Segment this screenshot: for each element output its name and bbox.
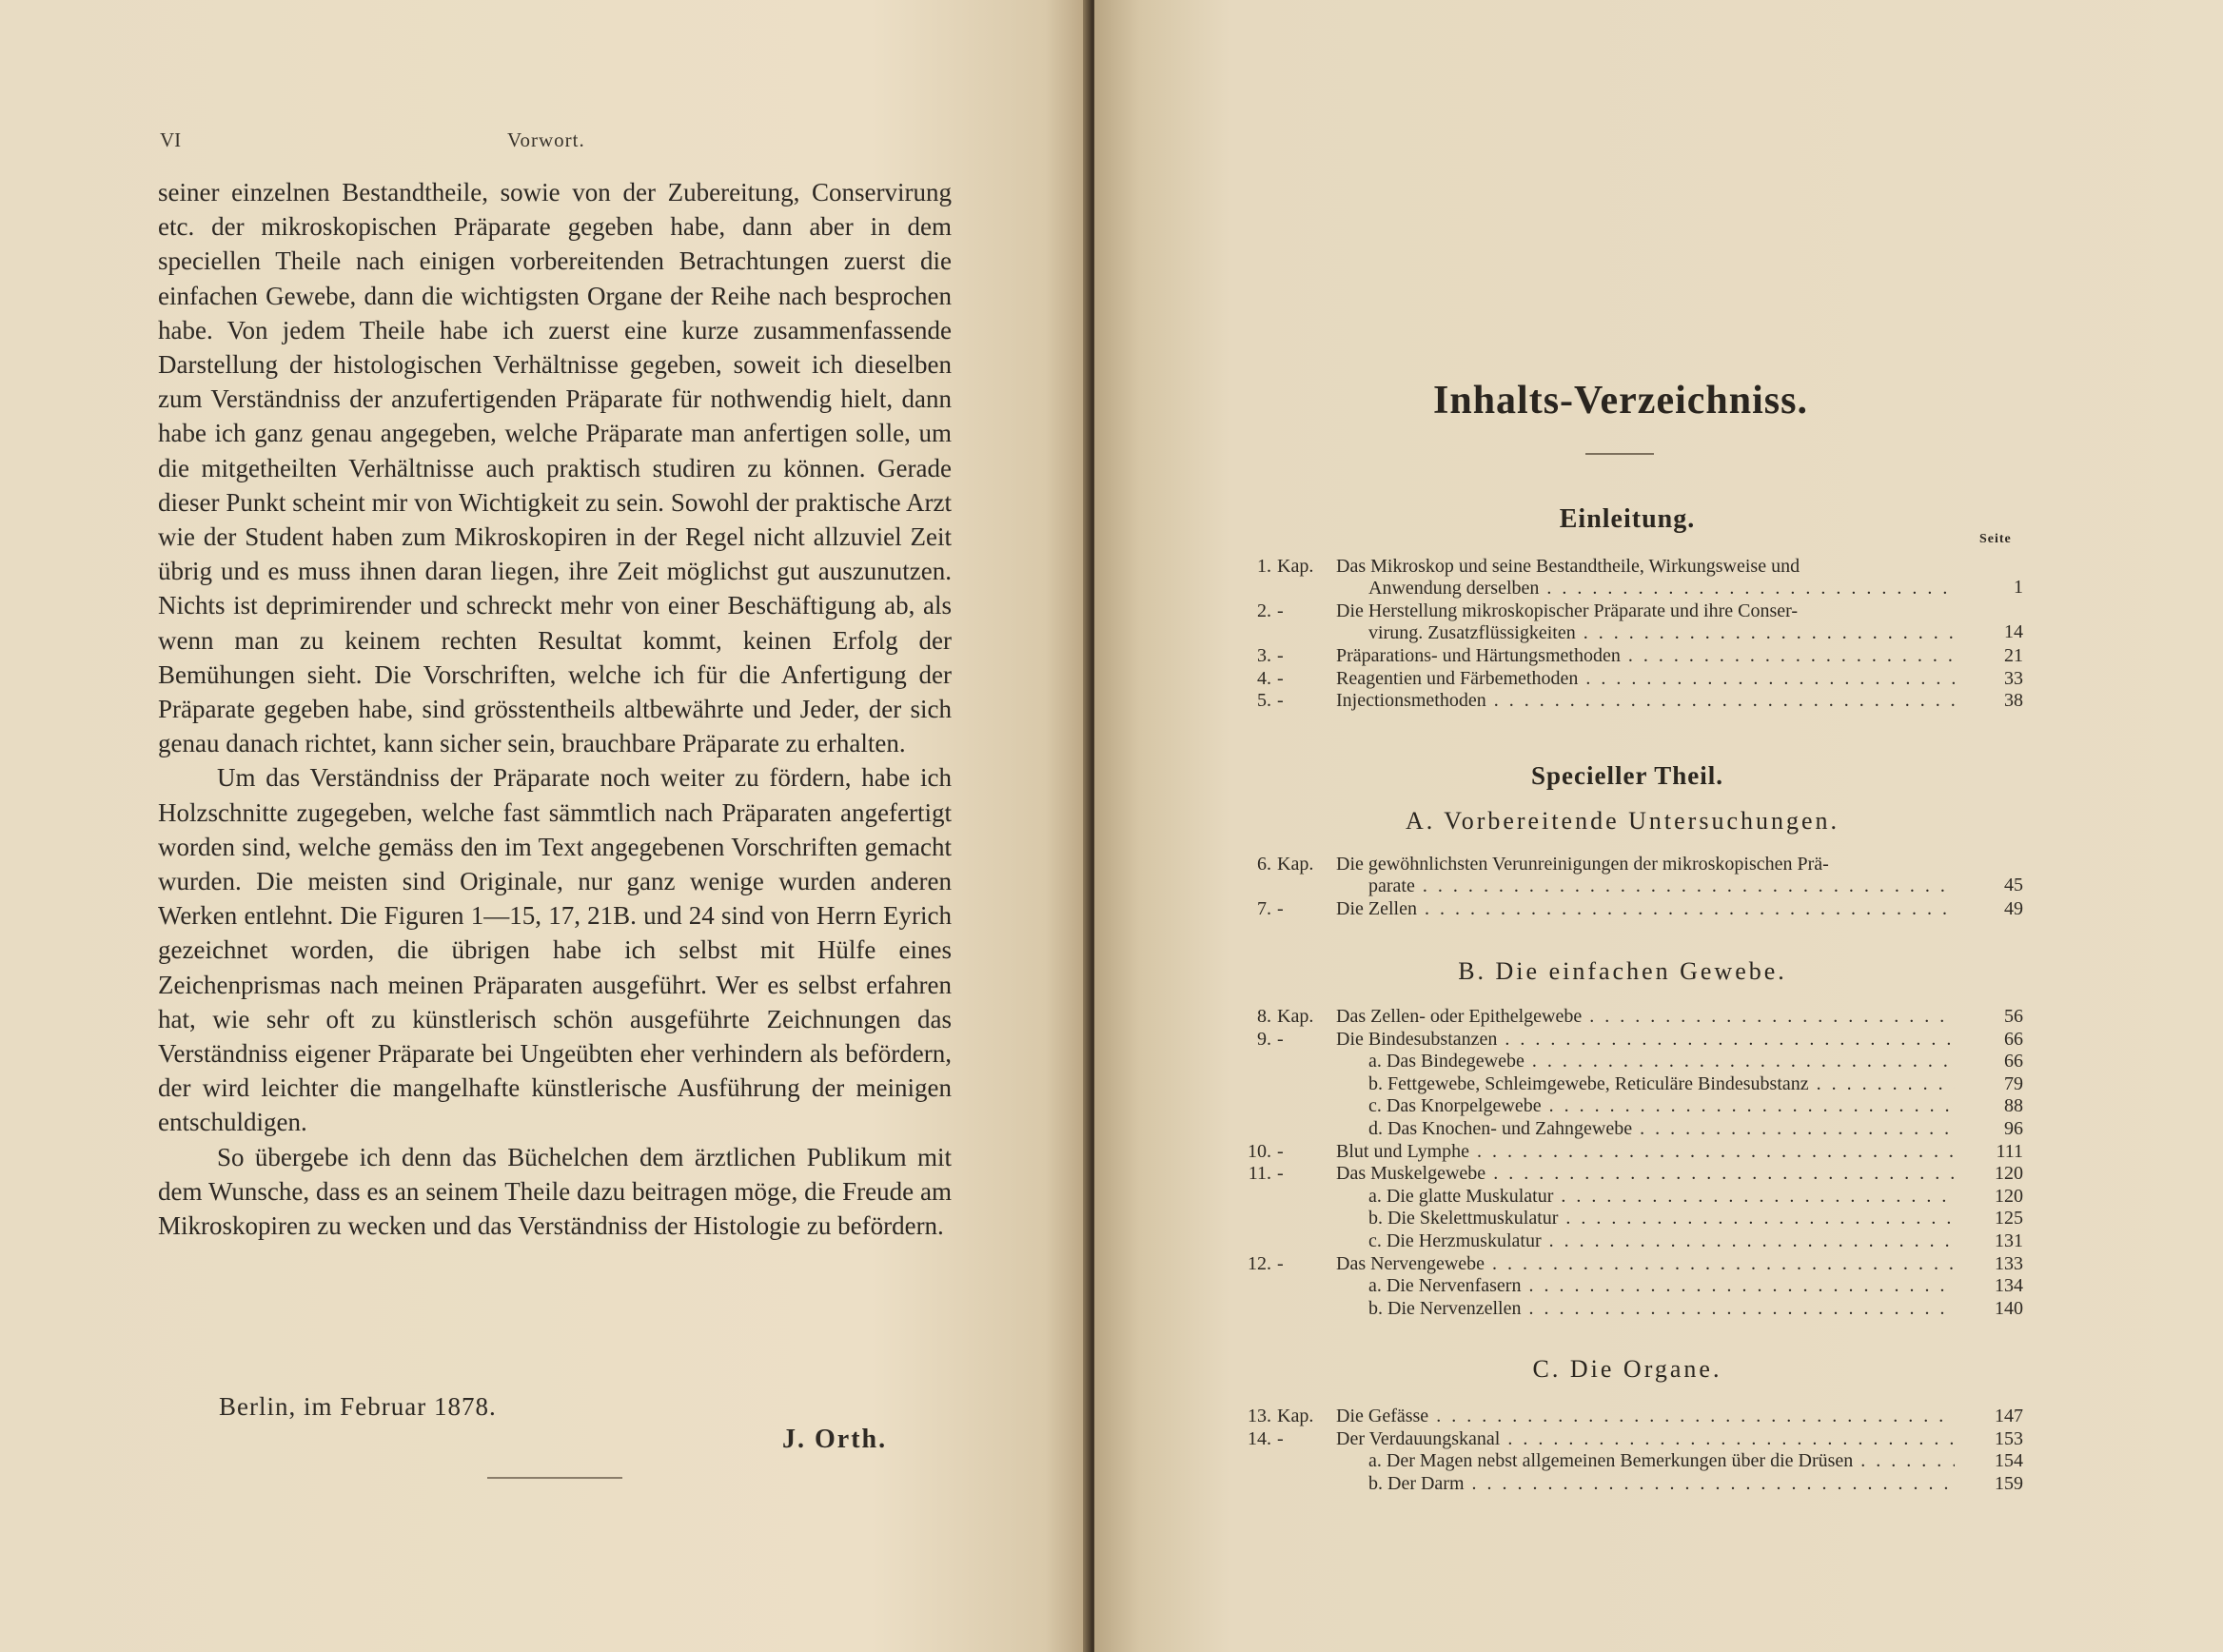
toc-entry-title-continuation: virung. Zusatzflüssigkeiten . . . <box>1336 622 1955 644</box>
toc-entry-page: 45 <box>2004 875 2023 895</box>
toc-entry-page: 21 <box>2004 645 2023 666</box>
toc-entry <box>1233 1029 2042 1052</box>
page-number: VI <box>160 128 182 151</box>
toc-entry-title <box>1336 645 1955 667</box>
toc-entry-title <box>1336 898 1955 920</box>
toc-entry-title <box>1368 1298 1955 1320</box>
seite-label: Seite <box>1979 532 2012 546</box>
toc-entry-kap: - <box>1277 1140 1284 1162</box>
toc-entry-title-text: b. Die Nervenzellen <box>1368 1297 1522 1319</box>
toc-entry-title-text: Injectionsmethoden <box>1336 690 1486 712</box>
toc-entry-title-text: c. Die Herzmuskulatur <box>1368 1229 1542 1251</box>
toc-entry-number: 14. <box>1248 1427 1271 1449</box>
date-line: Berlin, im Februar 1878. <box>219 1392 497 1421</box>
toc-entry-title <box>1336 600 1955 644</box>
toc-entry <box>1233 1006 2042 1029</box>
toc-entry-page: 38 <box>2004 690 2023 712</box>
toc-entry-title-text: Die Herstellung mikroskopischer Präparate und ihre Conser- <box>1336 600 1799 621</box>
toc-entry-page: 140 <box>1995 1297 2023 1319</box>
toc-entry-page: 159 <box>1995 1472 2023 1494</box>
toc-entry-title <box>1368 1473 1955 1495</box>
toc-entry-title-text: Das Muskelgewebe <box>1336 1163 1486 1185</box>
toc-entry-title-text: d. Das Knochen- und Zahngewebe <box>1368 1117 1633 1139</box>
toc-entry <box>1233 1450 2042 1473</box>
toc-entry-title-continuation: parate . . . <box>1336 875 1955 897</box>
toc-entry-title <box>1368 1118 1955 1140</box>
toc-section-b-list <box>1233 1006 2042 1320</box>
toc-einleitung-list <box>1233 556 2042 713</box>
toc-entry-page: 66 <box>2004 1028 2023 1050</box>
toc-title: Inhalts-Verzeichniss. <box>1433 379 1808 423</box>
toc-entry <box>1233 1298 2042 1321</box>
toc-entry-number: 13. <box>1248 1406 1271 1426</box>
toc-entry-title <box>1336 1163 1955 1185</box>
toc-entry <box>1233 854 2042 898</box>
toc-entry-page: 147 <box>1995 1406 2023 1426</box>
toc-entry-title-text: Die Zellen <box>1336 898 1417 919</box>
toc-entry-title-text: Die Bindesubstanzen <box>1336 1028 1498 1050</box>
toc-entry-page: 120 <box>1995 1163 2023 1185</box>
toc-entry-title-text: Das Zellen- oder Epithelgewebe <box>1336 1006 1583 1027</box>
preface-paragraph: seiner einzelnen Bestandtheile, sowie von der Zubereitung, Conservirung etc. der mikroskopischen Präparate gegeben habe, dann aber in dem speciellen Theile nach einigen vorbereitenden Betrachtungen zuerst die einfachen Gewebe, dann die wichtigsten Organe der Reihe nach besprochen habe. Von jedem Theile habe ich zuerst eine kurze zusammenfassende Darstellung der histologischen Verhältnisse gegeben, soweit ich dieselben zum Verständniss der anzufertigenden Präparate für nothwendig hielt, dann habe ich ganz genau angegeben, welche Präparate man anfertigen solle, um die mitgetheilten Verhältnisse auch praktisch studiren zu können. Gerade dieser Punkt scheint mir von Wichtigkeit zu sein. Sowohl der praktische Arzt wie der Student haben zum Mikroskopiren in der Regel nicht allzuviel Zeit übrig und es muss ihnen daran liegen, ihre Zeit möglichst gut auszunutzen. Nichts ist deprimirender und schreckt mehr von einer Beschäftigung ab, als wenn man zu keinem rechten Resultat kommt, keinen Erfolg der Bemühungen sieht. Die Vorschriften, welche ich für die Anfertigung der Präparate gegeben habe, sind grösstentheils altbewährte und Jeder, der sich genau danach richtet, kann sicher sein, brauchbare Präparate zu erhalten. <box>158 178 952 758</box>
toc-entry-title-text: Die Gefässe <box>1336 1406 1429 1426</box>
toc-entry-number: 10. <box>1248 1140 1271 1162</box>
toc-entry-title-text: b. Fettgewebe, Schleimgewebe, Reticuläre Bindesubstanz <box>1368 1072 1809 1094</box>
toc-entry-page: 154 <box>1995 1450 2023 1472</box>
toc-entry-title-continuation: Anwendung derselben . . . <box>1336 578 1955 600</box>
title-rule <box>1585 453 1654 455</box>
toc-entry <box>1233 1253 2042 1276</box>
toc-section-a-list <box>1233 854 2042 921</box>
toc-entry-kap: - <box>1277 1252 1284 1274</box>
toc-entry-number: 1. <box>1257 556 1271 577</box>
toc-entry-page: 14 <box>2004 621 2023 642</box>
toc-entry-number: 6. <box>1257 854 1271 875</box>
toc-entry <box>1233 1186 2042 1209</box>
toc-entry-number: 12. <box>1248 1252 1271 1274</box>
toc-entry-title <box>1336 556 1955 600</box>
toc-entry <box>1233 1428 2042 1451</box>
toc-entry-number: 7. <box>1257 898 1271 919</box>
toc-entry-title <box>1368 1275 1955 1297</box>
toc-entry-title <box>1336 668 1955 690</box>
toc-entry-number: 2. <box>1257 600 1271 621</box>
toc-entry-kap: - <box>1277 645 1284 666</box>
einleitung-heading: Einleitung. <box>1559 504 1696 534</box>
toc-entry-title-text: Präparations- und Härtungsmethoden <box>1336 645 1621 666</box>
toc-entry <box>1233 1073 2042 1096</box>
toc-entry-title <box>1336 854 1955 897</box>
toc-entry-number: 11. <box>1248 1163 1271 1185</box>
toc-entry <box>1233 1141 2042 1164</box>
toc-entry-page: 153 <box>1995 1427 2023 1449</box>
author-signature: J. Orth. <box>782 1425 888 1454</box>
toc-entry-page: 96 <box>2004 1117 2023 1139</box>
toc-entry-title-text: Das Mikroskop und seine Bestandtheile, Wirkungsweise und <box>1336 556 1800 577</box>
toc-entry-title-text: c. Das Knorpelgewebe <box>1368 1095 1542 1117</box>
toc-entry-title <box>1336 1006 1955 1028</box>
preface-paragraph: Um das Verständniss der Präparate noch weiter zu fördern, habe ich Holzschnitte zugegeben, welche fast sämmtlich nach Präparaten angefertigt worden sind, welche gemäss den im Text angegebenen Vorschriften gemacht wurden. Die meisten sind Originale, nur ganz wenige wurden anderen Werken entlehnt. Die Figuren 1—15, 17, 21B. und 24 sind von Herrn Eyrich gezeichnet worden, die übrigen habe ich selbst mit Hülfe eines Zeichenprismas nach meinen Präparaten ausgeführt. Wer es selbst erfahren hat, wie sehr oft zu künstlerisch schön ausgeführte Zeichnungen das Verständniss eigener Präparate bei Ungeübten eher verhindern als befördern, der wird leichter die mangelhafte künstlerische Ausführung der meinigen entschuldigen. <box>158 763 952 1137</box>
toc-entry-page: 125 <box>1995 1208 2023 1229</box>
toc-entry-number: 8. <box>1257 1006 1271 1027</box>
toc-entry-title-text: a. Das Bindegewebe <box>1368 1051 1525 1072</box>
toc-entry-kap: - <box>1277 1028 1284 1050</box>
toc-entry-kap: - <box>1277 600 1284 621</box>
toc-entry-title-text: a. Der Magen nebst allgemeinen Bemerkungen über die Drüsen <box>1368 1450 1854 1472</box>
section-c-heading: C. Die Organe. <box>1532 1355 1722 1383</box>
toc-entry <box>1233 898 2042 921</box>
toc-entry <box>1233 1051 2042 1073</box>
toc-entry-title <box>1368 1051 1955 1072</box>
toc-entry-title <box>1336 1253 1955 1275</box>
toc-entry <box>1233 600 2042 645</box>
toc-entry-title-text: Reagentien und Färbemethoden <box>1336 667 1579 689</box>
toc-entry-page: 111 <box>1996 1140 2023 1162</box>
toc-entry-title <box>1336 1428 1955 1450</box>
toc-entry <box>1233 1118 2042 1141</box>
toc-entry-page: 133 <box>1995 1252 2023 1274</box>
toc-entry <box>1233 690 2042 713</box>
preface-body <box>158 175 952 1243</box>
toc-entry-page: 33 <box>2004 667 2023 689</box>
toc-entry-page: 56 <box>2004 1006 2023 1027</box>
toc-entry-title <box>1368 1073 1955 1095</box>
toc-entry-title <box>1336 690 1955 712</box>
toc-entry-kap: Kap. <box>1277 854 1314 875</box>
toc-entry-title-text: Blut und Lymphe <box>1336 1140 1469 1162</box>
toc-entry-kap: - <box>1277 898 1284 919</box>
toc-entry-title <box>1336 1141 1955 1163</box>
toc-entry <box>1233 1163 2042 1186</box>
toc-entry-number: 3. <box>1257 645 1271 666</box>
toc-entry-title <box>1336 1029 1955 1051</box>
toc-entry-page: 66 <box>2004 1051 2023 1072</box>
toc-entry-number: 9. <box>1257 1028 1271 1050</box>
toc-entry-kap: - <box>1277 667 1284 689</box>
specieller-heading: Specieller Theil. <box>1531 761 1723 790</box>
toc-entry <box>1233 1230 2042 1253</box>
toc-entry-title-text: a. Die glatte Muskulatur <box>1368 1185 1554 1207</box>
toc-entry <box>1233 1275 2042 1298</box>
toc-entry-title <box>1368 1095 1955 1117</box>
toc-entry-page: 120 <box>1995 1185 2023 1207</box>
toc-entry-title <box>1336 1406 1955 1427</box>
toc-entry-kap: Kap. <box>1277 1406 1314 1426</box>
toc-entry-page: 134 <box>1995 1275 2023 1297</box>
toc-entry-kap: - <box>1277 690 1284 712</box>
toc-entry-page: 49 <box>2004 898 2023 919</box>
toc-entry-title-text: Das Nervengewebe <box>1336 1252 1485 1274</box>
toc-entry-title <box>1368 1230 1955 1252</box>
toc-entry-title-text: b. Der Darm <box>1368 1472 1465 1494</box>
end-rule <box>487 1477 622 1479</box>
toc-entry <box>1233 1406 2042 1428</box>
toc-entry-title <box>1368 1208 1955 1229</box>
toc-entry-page: 79 <box>2004 1072 2023 1094</box>
left-page <box>0 0 1089 1652</box>
toc-entry-page: 88 <box>2004 1095 2023 1117</box>
toc-entry-page: 131 <box>1995 1229 2023 1251</box>
toc-entry <box>1233 1473 2042 1496</box>
toc-entry-kap: - <box>1277 1427 1284 1449</box>
toc-entry-kap: - <box>1277 1163 1284 1185</box>
toc-entry-kap: Kap. <box>1277 556 1314 577</box>
toc-entry-number: 5. <box>1257 690 1271 712</box>
toc-entry-kap: Kap. <box>1277 1006 1314 1027</box>
toc-section-c-list <box>1233 1406 2042 1495</box>
section-a-heading: A. Vorbereitende Untersuchungen. <box>1405 807 1840 835</box>
toc-entry-page: 1 <box>2014 577 2023 598</box>
toc-entry-number: 4. <box>1257 667 1271 689</box>
toc-entry-title-text: Der Verdauungskanal <box>1336 1427 1501 1449</box>
toc-entry <box>1233 668 2042 691</box>
toc-entry-title <box>1368 1450 1955 1472</box>
toc-entry-title-text: Die gewöhnlichsten Verunreinigungen der mikroskopischen Prä- <box>1336 854 1829 875</box>
preface-paragraph: So übergebe ich denn das Büchelchen dem ärztlichen Publikum mit dem Wunsche, dass es an seinem Theile dazu beitragen möge, die Freude am Mikroskopiren zu wecken und das Verständniss der Histologie zu befördern. <box>158 1142 952 1241</box>
section-b-heading: B. Die einfachen Gewebe. <box>1458 957 1787 985</box>
running-head: Vorwort. <box>507 128 585 151</box>
toc-entry-title-text: a. Die Nervenfasern <box>1368 1275 1522 1297</box>
toc-entry <box>1233 1095 2042 1118</box>
toc-entry <box>1233 1208 2042 1230</box>
toc-entry <box>1233 645 2042 668</box>
toc-entry-title-text: b. Die Skelettmuskulatur <box>1368 1208 1559 1229</box>
toc-entry <box>1233 556 2042 600</box>
toc-entry-title <box>1368 1186 1955 1208</box>
